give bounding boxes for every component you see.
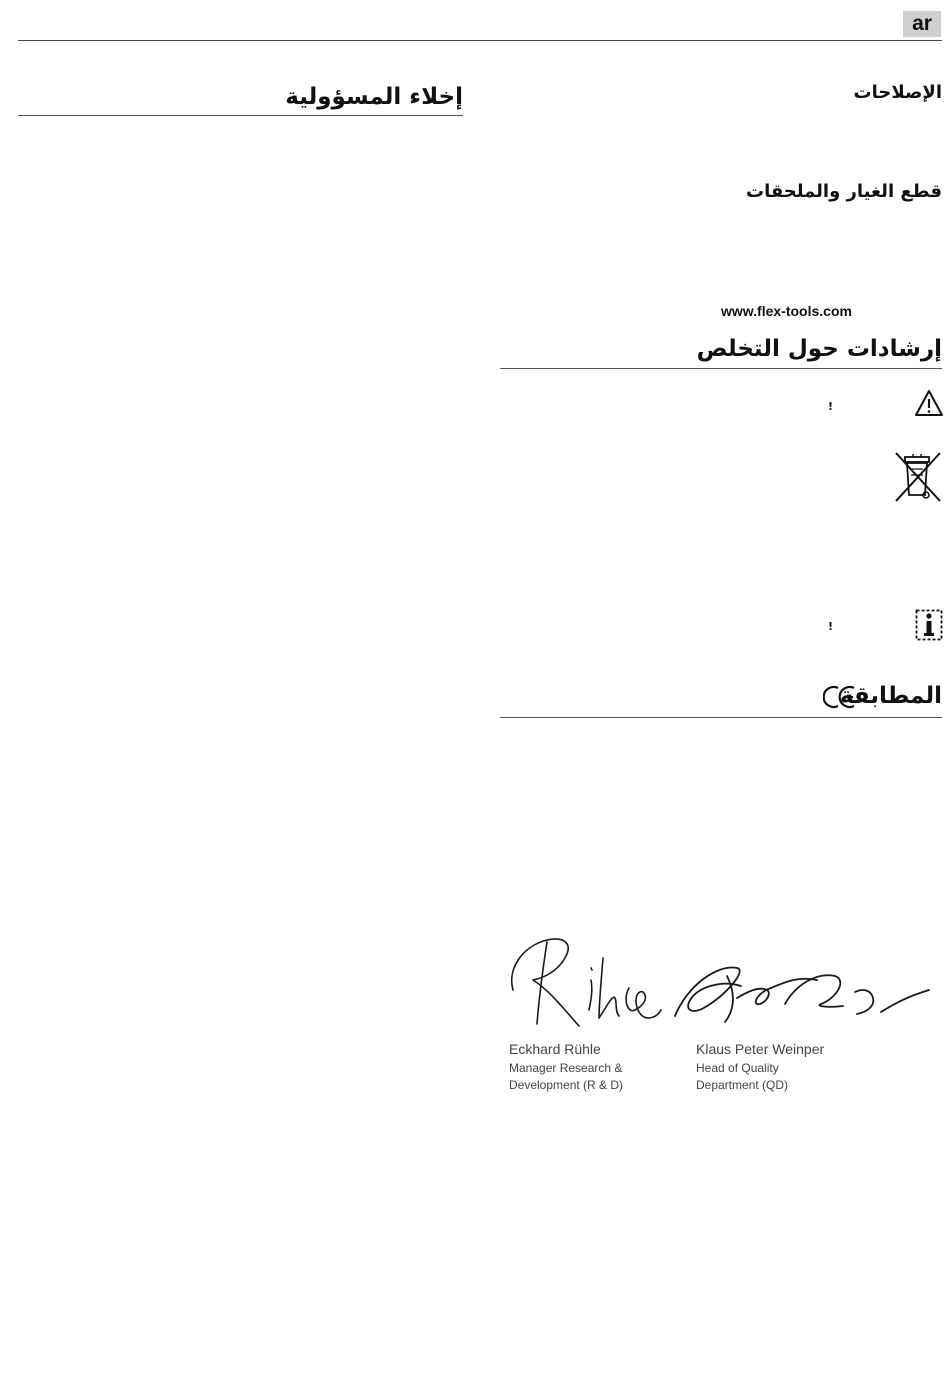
disclaimer-heading-rule bbox=[18, 115, 463, 116]
website-url: www.flex-tools.com bbox=[721, 303, 852, 319]
conformity-heading: المطابقة bbox=[839, 683, 942, 709]
disposal-heading-rule bbox=[500, 368, 942, 369]
header-divider bbox=[18, 40, 942, 41]
info-note-mark: ! bbox=[828, 620, 834, 633]
warning-triangle-icon bbox=[914, 389, 944, 417]
spare-parts-heading: قطع الغيار والملحقات bbox=[745, 181, 942, 202]
signature-ruhle bbox=[503, 928, 663, 1033]
signatory-2-role-line2: Department (QD) bbox=[696, 1078, 789, 1092]
language-badge: ar bbox=[903, 11, 941, 37]
signatory-1-name: Eckhard Rühle bbox=[509, 1041, 601, 1057]
disclaimer-heading: إخلاء المسؤولية bbox=[285, 84, 463, 110]
crossed-out-wheelie-bin-icon bbox=[893, 451, 943, 503]
info-icon bbox=[915, 609, 943, 641]
signature-weinper bbox=[667, 946, 932, 1031]
disposal-heading: إرشادات حول التخلص bbox=[696, 336, 942, 362]
signatory-2-name: Klaus Peter Weinper bbox=[696, 1041, 825, 1057]
signatory-2-role-line1: Head of Quality bbox=[696, 1061, 779, 1075]
repairs-heading: الإصلاحات bbox=[853, 82, 942, 103]
signatory-1-role-line1: Manager Research & bbox=[509, 1061, 623, 1075]
conformity-heading-rule bbox=[500, 717, 942, 718]
warning-note-mark: ! bbox=[828, 400, 834, 413]
signatory-1-role-line2: Development (R & D) bbox=[509, 1078, 624, 1092]
ce-mark-icon bbox=[823, 685, 857, 709]
